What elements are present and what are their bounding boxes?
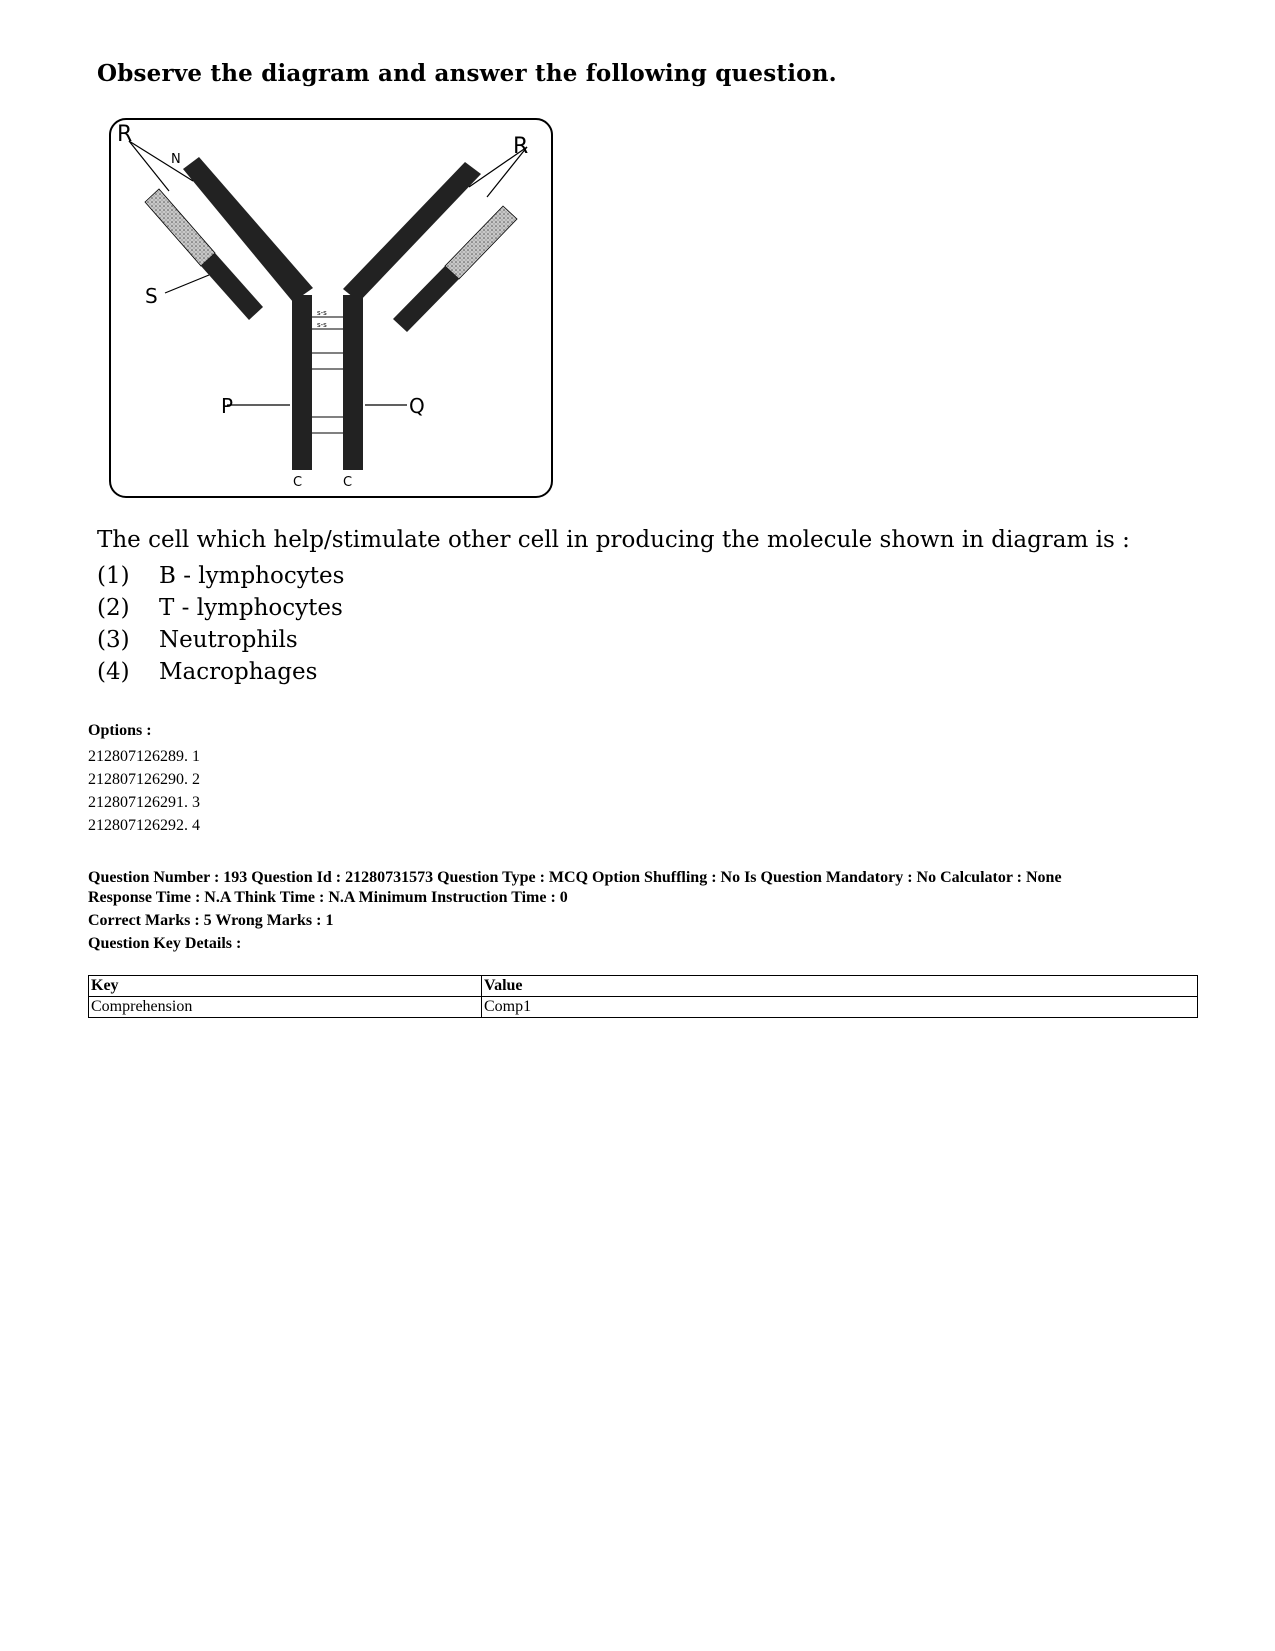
choice-text: Neutrophils	[159, 627, 298, 653]
light-chain-right-variable	[445, 206, 517, 279]
table-row	[89, 997, 1198, 1018]
label-n: N	[171, 152, 181, 167]
bond-label: s-s	[317, 321, 327, 329]
label-s: S	[145, 284, 158, 308]
question-meta-line2: Response Time : N.A Think Time : N.A Minimum Instruction Time : 0	[88, 889, 568, 906]
label-p: P	[221, 394, 234, 418]
question-image	[80, 50, 1230, 710]
choice-text: Macrophages	[159, 659, 318, 685]
choice-item	[97, 656, 344, 688]
choice-number: (1)	[97, 563, 130, 589]
cell-key: Comprehension	[89, 997, 482, 1018]
antibody-diagram	[107, 117, 573, 515]
question-choices	[97, 560, 344, 688]
choice-number: (3)	[97, 627, 130, 653]
disulfide-bonds	[312, 317, 343, 433]
key-details-label: Question Key Details :	[88, 935, 242, 952]
choice-item	[97, 624, 344, 656]
heavy-chain-right-stem	[343, 295, 363, 470]
option-item: 212807126291. 3	[88, 794, 200, 811]
label-c-left: C	[293, 475, 303, 490]
option-item: 212807126289. 1	[88, 748, 200, 765]
choice-text: B - lymphocytes	[159, 563, 345, 589]
option-item: 212807126290. 2	[88, 771, 200, 788]
options-label: Options :	[88, 722, 152, 739]
cell-value: Comp1	[482, 997, 1198, 1018]
light-chain-left-constant	[201, 253, 263, 320]
heavy-chain-left-stem	[292, 295, 312, 470]
options-list	[88, 745, 200, 837]
question-meta-line1: Question Number : 193 Question Id : 21280731573 Question Type : MCQ Option Shuffling : No Is Question Mandatory : No Calculator : None	[88, 869, 1062, 886]
heavy-chain-left-arm	[183, 157, 313, 302]
label-q: Q	[409, 394, 425, 418]
label-r-left: R	[117, 122, 133, 147]
bond-label: s-s	[317, 309, 327, 317]
choice-number: (2)	[97, 595, 130, 621]
choice-number: (4)	[97, 659, 130, 685]
light-chain-left-variable	[145, 189, 215, 266]
column-header-value: Value	[482, 976, 1198, 997]
key-details-table	[88, 975, 1198, 1018]
light-chain-right-constant	[393, 266, 459, 332]
option-item: 212807126292. 4	[88, 817, 200, 834]
choice-item	[97, 592, 344, 624]
marks-line: Correct Marks : 5 Wrong Marks : 1	[88, 912, 334, 929]
choice-item	[97, 560, 344, 592]
table-header-row	[89, 976, 1198, 997]
label-r-right: R	[513, 134, 529, 159]
question-stem: The cell which help/stimulate other cell in producing the molecule shown in diagram is :	[97, 527, 1130, 553]
column-header-key: Key	[89, 976, 482, 997]
heavy-chain-right-arm	[343, 162, 481, 302]
question-heading: Observe the diagram and answer the following question.	[97, 60, 837, 87]
choice-text: T - lymphocytes	[159, 595, 343, 621]
label-c-right: C	[343, 475, 353, 490]
